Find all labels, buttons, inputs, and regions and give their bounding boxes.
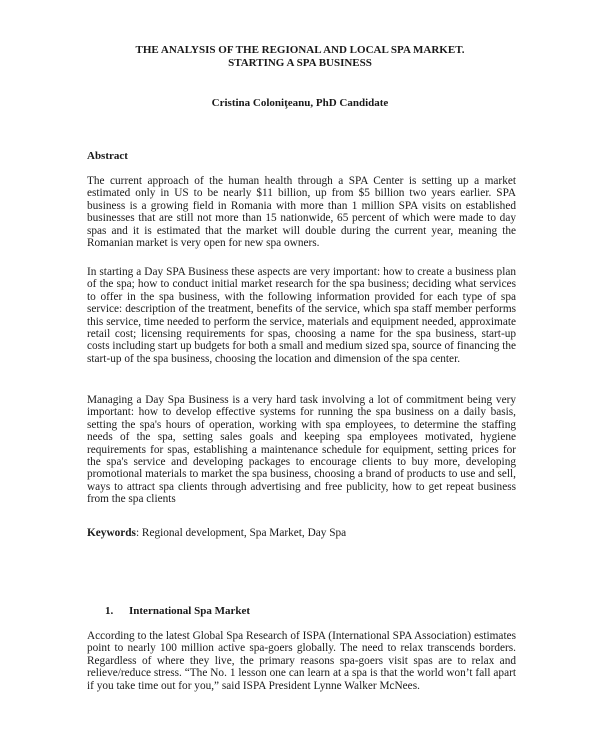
- section-paragraph: According to the latest Global Spa Research of ISPA (International SPA Association) estimates point to nearly 100 million active spa-goers globally. The need to relax transcends borders. Regardless of where they live, the primary reasons spa-goers visit spas are to relax and relieve/reduce stress. “The No. 1 lesson one can learn at a spa is that the world won’t fall apart if you take time out for you,” said ISPA President Lynne Walker McNees.: [87, 630, 516, 692]
- abstract-paragraph-3: Managing a Day Spa Business is a very hard task involving a lot of commitment being very important: how to develop effective systems for running the spa business on a daily basis, setting the spa's hours of operation, working with spa employees, to determine the staffing needs of the spa, setting sales goals and keeping spa employees motivated, hygiene requirements for spas, establishing a maintenance schedule for equipment, setting prices for the spa's service and developing packages to encourage clients to buy more, developing promotional materials to market the spa business, choosing a brand of products to use and sell, ways to attract spa clients through advertising and free publicity, how to get repeat business from the spa clients: [87, 394, 516, 506]
- keywords-text: : Regional development, Spa Market, Day Spa: [135, 527, 347, 539]
- section-heading: [105, 605, 250, 617]
- title-line-1: THE ANALYSIS OF THE REGIONAL AND LOCAL SPA MARKET.: [135, 44, 465, 56]
- author-name: Cristina Coloniţeanu, PhD Candidate: [211, 97, 389, 109]
- abstract-paragraph-1: The current approach of the human health through a SPA Center is setting up a market estimated only in US to be nearly $11 billion, up from $5 billion two years earlier. SPA business is a growing field in Romania with more than 1 million SPA visits on established businesses that are still not more than 15 nationwide, 65 percent of which were made to day spas and it is estimated that the market will double during the current year, meaning the Romanian market is very open for new spa owners.: [87, 175, 516, 250]
- abstract-heading: Abstract: [87, 150, 128, 162]
- keywords-line: [87, 527, 516, 539]
- title-line-2: STARTING A SPA BUSINESS: [228, 56, 372, 69]
- abstract-paragraph-2: In starting a Day SPA Business these aspects are very important: how to create a business plan of the spa; how to conduct initial market research for the spa business; deciding what services to offer in the spa business, with the following information provided for each type of spa service: description of the treatment, benefits of the service, which spa staff member performs this service, time needed to perform the service, materials and equipment needed, approximate retail cost; licensing requirements for spas, choosing a name for the spa business, start-up costs including start up budgets for both a small and medium sized spa, source of financing the start-up of the spa business, choosing the location and dimension of the spa center.: [87, 266, 516, 365]
- section-number: 1.: [105, 605, 114, 617]
- keywords-label: Keywords: [87, 527, 136, 539]
- section-title: International Spa Market: [129, 605, 250, 617]
- paper-title: [0, 44, 600, 69]
